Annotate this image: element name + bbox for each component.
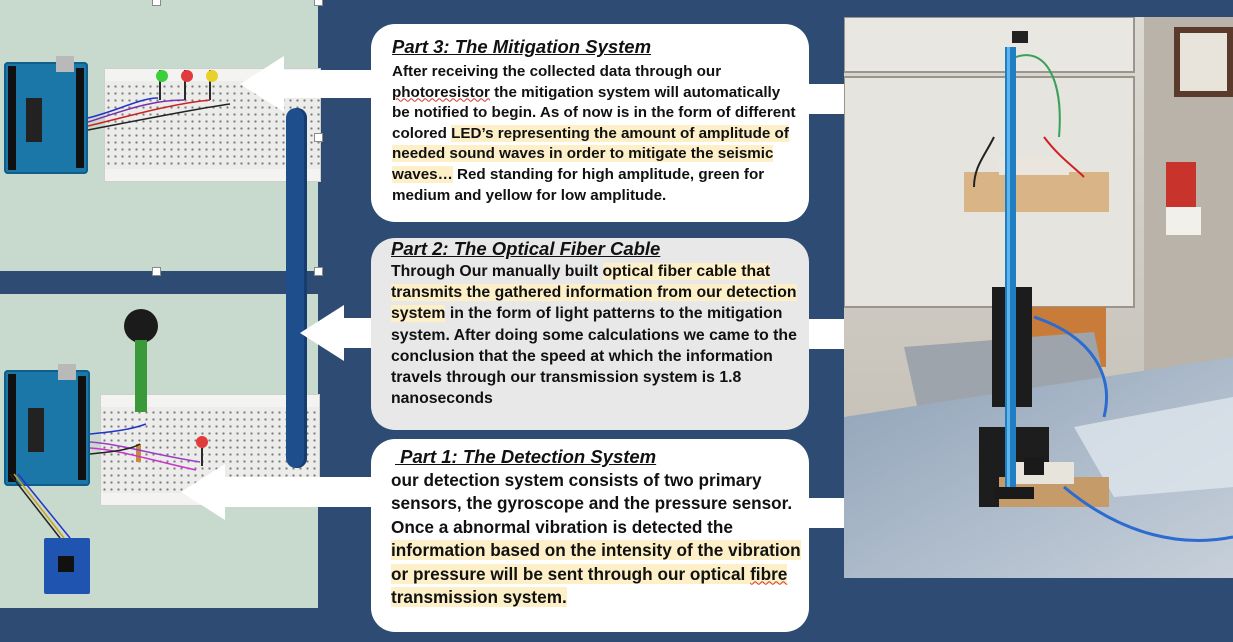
prototype-photo [844, 17, 1233, 578]
arrow-left-icon [181, 464, 371, 520]
part1-title: Part 1: The Detection System [395, 446, 657, 467]
part1-detection-box [371, 439, 809, 632]
arrow-left-icon [240, 56, 371, 112]
part2-optical-fiber-box [371, 238, 809, 430]
part2-title: Part 2: The Optical Fiber Cable [391, 238, 661, 259]
part3-mitigation-box [371, 24, 809, 222]
part3-title: Part 3: The Mitigation System [392, 36, 652, 57]
arrow-left-icon [300, 305, 371, 361]
part2-text: Through Our manually built optical fiber cable that transmits the gathered information from our detection system in the form of light patterns to the mitigation system. After doing some calculations we came to the conclusion that the speed at which the information travels through our transmission system is 1.8 nanoseconds [391, 263, 797, 408]
part1-text: our detection system consists of two primary sensors, the gyroscope and the pressure sensor. Once a abnormal vibration is detected the information based on the intensity of the vibration or pressure will be sent through our optical fibre transmission system. [391, 470, 801, 608]
part3-text: After receiving the collected data through our photoresistor the mitigation system will automatically be notified to begin. As of now is in the form of different colored LED’s representing the amount of amplitude of needed sound waves in order to mitigate the seismic waves… Red standing for high amplitude, green for medium and yellow for low amplitude. [392, 63, 796, 204]
